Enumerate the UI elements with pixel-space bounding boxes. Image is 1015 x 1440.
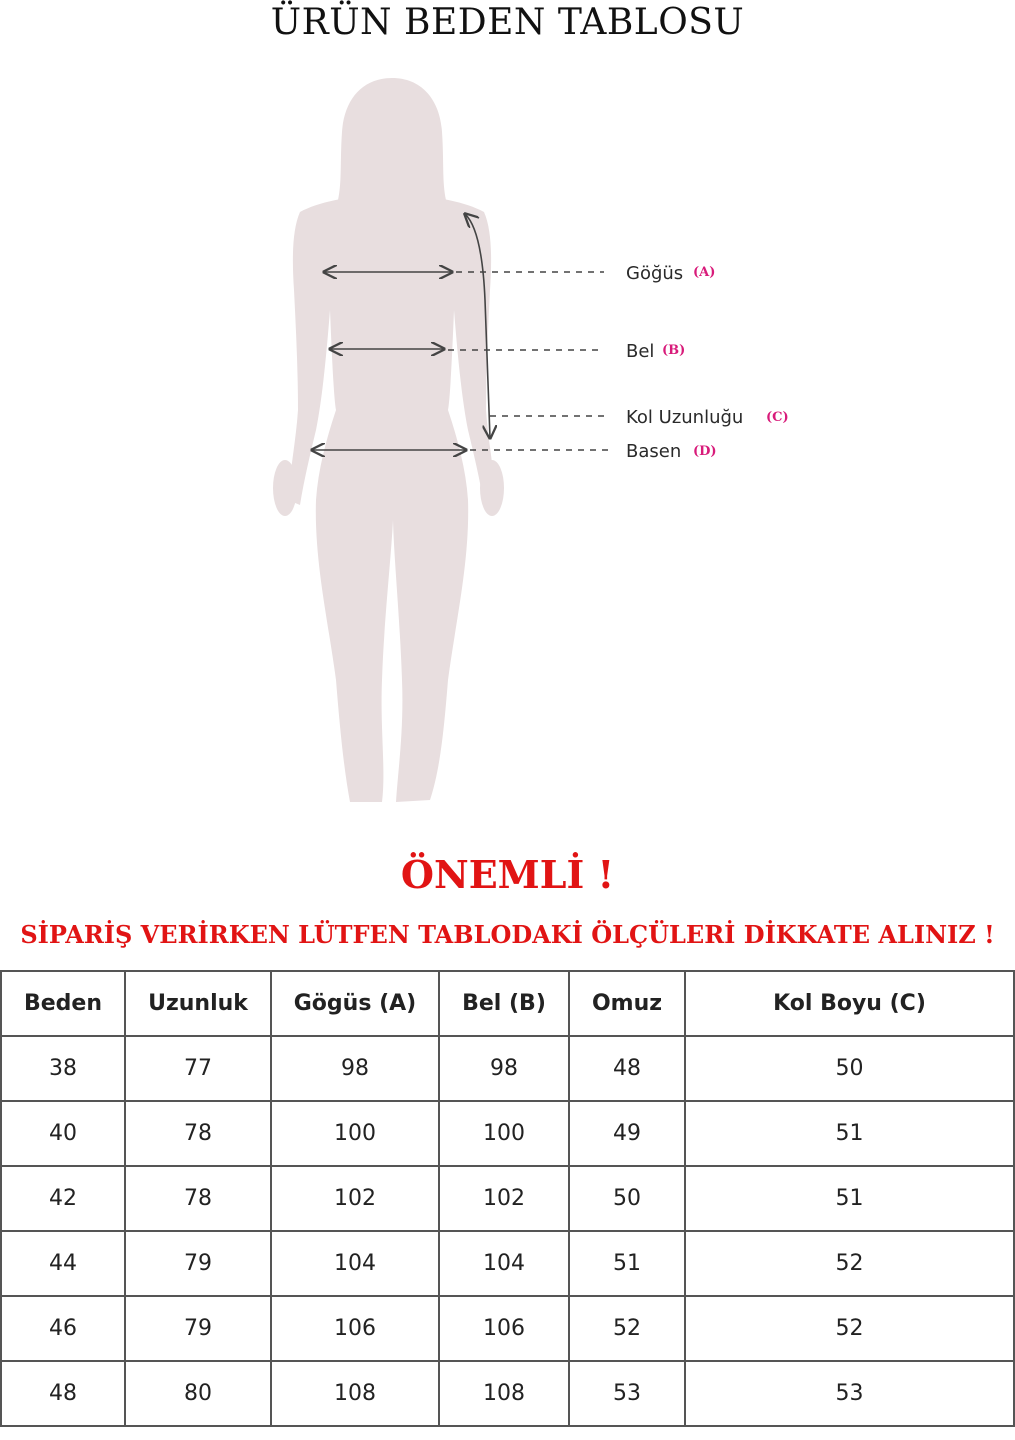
table-row	[1, 1036, 1014, 1101]
table-cell: 46	[1, 1296, 125, 1361]
table-row	[1, 1361, 1014, 1426]
sleeve-length-letter: (C)	[766, 410, 789, 425]
table-cell: 53	[569, 1361, 685, 1426]
table-cell: 42	[1, 1166, 125, 1231]
hip-label: Basen	[626, 441, 682, 462]
table-cell: 51	[685, 1166, 1014, 1231]
table-cell: 38	[1, 1036, 125, 1101]
size-chart-table	[0, 970, 1015, 1427]
table-cell: 52	[569, 1296, 685, 1361]
table-cell: 100	[271, 1101, 439, 1166]
table-cell: 48	[1, 1361, 125, 1426]
table-cell: 78	[125, 1101, 271, 1166]
header-chest: Gögüs (A)	[271, 971, 439, 1036]
table-cell: 108	[439, 1361, 569, 1426]
table-row	[1, 1296, 1014, 1361]
header-length: Uzunluk	[125, 971, 271, 1036]
table-cell: 78	[125, 1166, 271, 1231]
table-cell: 40	[1, 1101, 125, 1166]
table-cell: 80	[125, 1361, 271, 1426]
table-cell: 53	[685, 1361, 1014, 1426]
header-shoulder: Omuz	[569, 971, 685, 1036]
table-cell: 50	[685, 1036, 1014, 1101]
hip-letter: (D)	[693, 444, 717, 459]
table-cell: 48	[569, 1036, 685, 1101]
table-header-row	[1, 971, 1014, 1036]
header-sleeve-length: Kol Boyu (C)	[685, 971, 1014, 1036]
woman-silhouette	[273, 78, 504, 802]
sleeve-length-label: Kol Uzunluğu	[626, 407, 744, 428]
table-cell: 51	[569, 1231, 685, 1296]
chest-label: Göğüs	[626, 263, 684, 284]
header-waist: Bel (B)	[439, 971, 569, 1036]
table-row	[1, 1166, 1014, 1231]
table-cell: 100	[439, 1101, 569, 1166]
table-cell: 108	[271, 1361, 439, 1426]
important-notice-title: ÖNEMLİ !	[400, 852, 615, 897]
chest-letter: (A)	[693, 265, 716, 280]
table-cell: 52	[685, 1231, 1014, 1296]
table-cell: 77	[125, 1036, 271, 1101]
table-cell: 104	[271, 1231, 439, 1296]
table-cell: 51	[685, 1101, 1014, 1166]
page-title: ÜRÜN BEDEN TABLOSU	[270, 2, 745, 43]
table-cell: 79	[125, 1296, 271, 1361]
table-cell: 44	[1, 1231, 125, 1296]
table-cell: 79	[125, 1231, 271, 1296]
table-cell: 102	[439, 1166, 569, 1231]
table-cell: 102	[271, 1166, 439, 1231]
table-cell: 98	[271, 1036, 439, 1101]
table-cell: 49	[569, 1101, 685, 1166]
table-cell: 98	[439, 1036, 569, 1101]
table-cell: 52	[685, 1296, 1014, 1361]
waist-letter: (B)	[662, 343, 686, 358]
table-cell: 106	[439, 1296, 569, 1361]
table-row	[1, 1231, 1014, 1296]
table-cell: 106	[271, 1296, 439, 1361]
waist-label: Bel	[626, 341, 655, 362]
header-size: Beden	[1, 971, 125, 1036]
important-notice-text: SİPARİŞ VERİRKEN LÜTFEN TABLODAKİ ÖLÇÜLERİ DİKKATE ALINIZ !	[20, 920, 995, 949]
table-row	[1, 1101, 1014, 1166]
table-cell: 50	[569, 1166, 685, 1231]
table-cell: 104	[439, 1231, 569, 1296]
